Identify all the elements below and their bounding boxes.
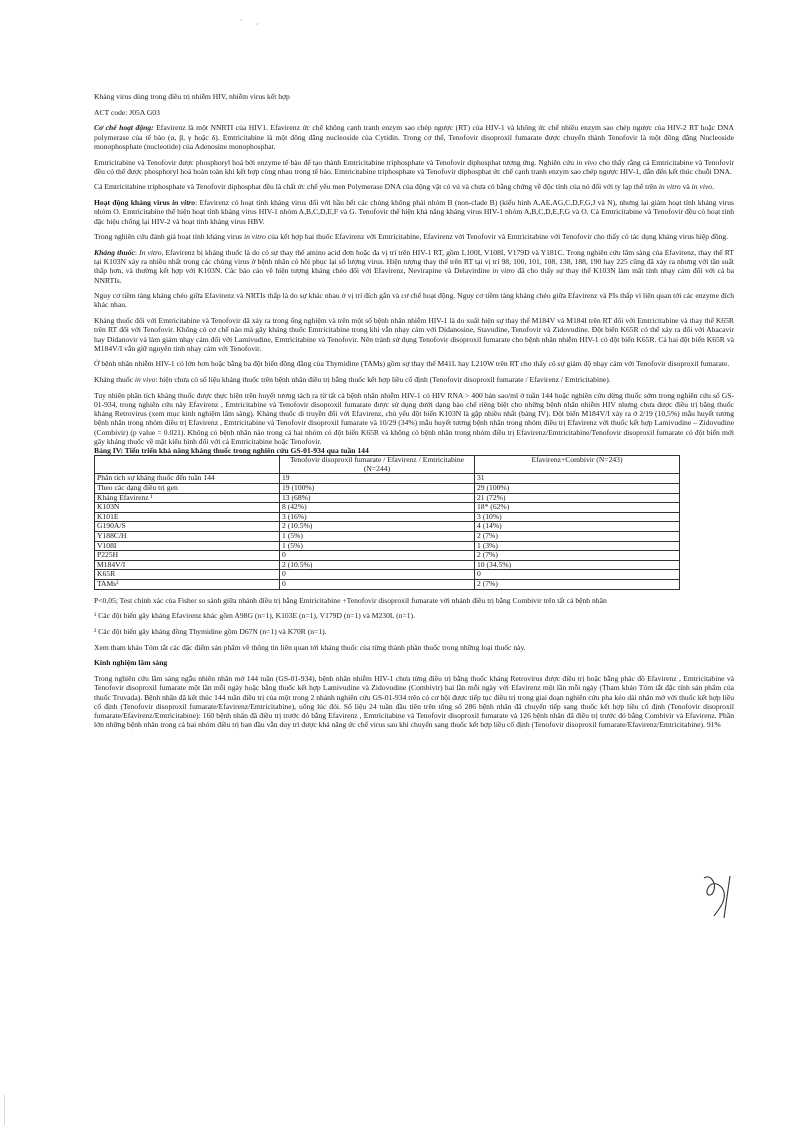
col2-value-cell: 31 [475, 474, 680, 484]
table-row [95, 570, 680, 580]
row-label-cell: K101E [95, 512, 280, 522]
emtricitabine-resistance-paragraph: Kháng thuốc đối với Emtricitabine và Tenofovir đã xảy ra trong ống nghiệm và trên một số bệnh nhân nhiễm HIV-1 là do xuất hiện sự thay thế M184V và M184I trên RT đối với Emtricitabine và thay thế K65R trên RT đối với Tenofovir. Không có cơ chế nào mà gây kháng thuốc Emtricitabine trong khi vẫn nhạy cảm với Didanosine, Stavudine, Tenofovir và Zidovudine. Đột biến K65R có thể xảy ra đối với Abacavir hay Didanovir và làm giảm nhạy cảm đối với Lamivudine, Emtricitabine và Tenofovir. Nên tránh sử dụng Tenofovir disoproxil fumarate cho bệnh nhân nhiễm HIV-1 có đột biến K65R. Cả hai đột biến K65R và M184V/I vẫn giữ nguyên tính nhạy cảm với Tenofovir. [94, 316, 734, 353]
polymerase-paragraph [94, 182, 734, 191]
row-label-cell: G190A/S [95, 522, 280, 532]
tams-paragraph: Ở bệnh nhân nhiễm HIV-1 có lớn hơn hoặc bằng ba đột biến đồng đẳng của Thymidine (TAMs) gồm sự thay thế M41L hay L210W trên RT cho thấy có sự giảm độ nhạy cảm với Tenofovir disoproxil fumarate. [94, 359, 730, 369]
col1-value-cell: 3 (16%) [280, 512, 475, 522]
col2-value-cell: 29 (100%) [475, 484, 680, 494]
mechanism-paragraph [94, 123, 734, 151]
table-header-col2: Efavirenz+Combivir (N=243) [475, 456, 680, 474]
footnote-1: ¹ Các đột biến gây kháng Efavirenz khác gồm A98G (n=1), K103E (n=1), V179D (n=1) và M230L (n=1). [94, 611, 415, 621]
row-label-cell: Kháng Efavirenz ¹ [95, 493, 280, 503]
col1-value-cell: 19 (100%) [280, 484, 475, 494]
row-label-cell: Theo các dạng điều trị gen [95, 484, 280, 494]
col1-value-cell: 1 (5%) [280, 541, 475, 551]
col1-value-cell: 2 (10.5%) [280, 560, 475, 570]
combo-text-a: Trong nghiên cứu đánh giá hoạt tính kháng virus [94, 232, 244, 242]
table-row [95, 474, 680, 484]
analysis-paragraph: Tuy nhiên phân tích kháng thuốc được thực hiện trên huyết tương tách ra từ tất cả bệnh nhân nhiễm HIV-1 có HIV RNA > 400 bản sao/ml ở tuần 144 hoặc nghiên cứu dừng thuốc sớm trong nghiên cứu số GS-01-934, trong nghiên cứu này Efavirenz , Emtricitabine và Tenofovir disoproxil fumarate được sử dụng dưới dạng bào chế riêng biệt cho những bệnh nhân nhiễm HIV nhưng chưa được điều trị bằng thuốc kháng Retrovirus (xem mục kinh nghiệm lâm sàng). Kháng thuốc di truyền đối với Efavirenz, chủ yếu đột biến K103N là gặp nhiều nhất (bảng IV). Đột biến M184V/I xảy ra ở 2/19 (10,5%) mẫu huyết tương bệnh nhân trong nhóm điều trị Efavirenz , Emtricitabine và Tenofovir disoproxil fumarate và 10/29 (34%) mẫu huyết tương bệnh nhân trong nhóm điều trị Efavirenz với thuốc kết hợp Lamivudine – Zidovudine (Combivir) (p value = 0.021). Không có bệnh nhân nào trong cả hai nhóm có đột biến K65R và không có bệnh nhân trong nhóm điều trị Efavirenz/Emtricitabine/Tenofovir disoproxil fumarate có đột biến mới gây kháng thuốc về mặt kiểu hình đối với cả Emtricitabine hoặc Tenofovir. [94, 390, 734, 446]
resistance-italic: In vitro, [139, 247, 164, 257]
resistance-italic-2: in vitro [492, 266, 515, 276]
invivo-italic: in vivo [134, 375, 156, 385]
col1-value-cell: 19 [280, 474, 475, 484]
table-row [95, 503, 680, 513]
clinical-heading-text: Kinh nghiệm lâm sàng [94, 658, 168, 668]
invivo-text-a: Kháng thuốc [94, 375, 135, 385]
row-label-cell: M184V/I [95, 560, 280, 570]
col1-value-cell: 13 (68%) [280, 493, 475, 503]
phosphoryl-paragraph [94, 158, 734, 176]
mechanism-label: Cơ chế hoạt động: [94, 123, 154, 133]
combo-text-b: của kết hợp hai thuốc Efavirenz với Emtricitabine, Efavirenz với Tenofovir và Emtricitabine với Tenofovir cho thấy có tác dụng kháng virus hiệp đồng. [265, 232, 729, 242]
invitro-activity-paragraph [94, 198, 734, 226]
resistance-text-2: đã cho thấy sự thay thế K103N làm mất tính nhạy cảm đối với cả ba NNRTIs. [94, 266, 734, 285]
combo-italic: in vitro [244, 232, 266, 242]
invivo-text-b: : hiện chưa có số liệu kháng thuốc trên bệnh nhân điều trị bằng thuốc kết hợp liều cố định (Tenofovir disoproxil fumarate / Efavirenz / Emtricitabine). [155, 375, 611, 385]
col2-value-cell: 2 (7%) [475, 551, 680, 561]
table-header-blank [95, 456, 280, 474]
document-title: Kháng virus dùng trong điều trị nhiễm HIV, nhiễm virus kết hợp [94, 92, 290, 101]
polymerase-italic: in vitro [658, 182, 681, 192]
see-more-note: Xem tham khảo Tóm tắt các đặc điểm sản phẩm về thông tin liên quan tới kháng thuốc của từng thành phần thuốc trong những loại thuốc này. [94, 642, 526, 652]
col2-value-cell: 2 (7%) [475, 532, 680, 542]
table-header-row [95, 456, 680, 474]
col2-value-cell: 0 [475, 570, 680, 580]
phosphoryl-text-b: cho thấy rằng cả Emtricitabine và Tenofovir đều có thể được phosphoryl hoá hoàn toàn khi kết hợp cùng nhau trong tế bào. Emtricitabine triphosphate và Tenofovir diphosphat ức chế cạnh tranh enzym sao chép ngược HIV-1, dẫn đến kết thúc chuỗi DNA. [94, 157, 735, 176]
resistance-table [94, 455, 680, 589]
row-label-cell: Y188C/H [95, 532, 280, 542]
polymerase-text-b: . [712, 182, 715, 192]
table-header-col1: Tenofovir disoproxil fumarate / Efavirenz / Emtricitabine (N=244) [280, 456, 475, 474]
col2-value-cell: 2 (7%) [475, 580, 680, 590]
invitro-text: : Efavirenz có hoạt tính kháng virus đối với hầu hết các chủng không phải nhóm B (non-clade B) (kiểu hình A,AE,AG,C,D,F,G,J và N), nhưng lại giảm hoạt tính kháng virus nhóm O. Emtricitabine thể hiện hoạt tính kháng virus HIV-1 nhóm A,B,C,D,E,F và G. Tenofovir thể hiện khả năng kháng virus HIV-1 nhóm A,B,C,D,E,F,G và O. Cả Emtricitabine và Tenofovir đều có hoạt tính đặc hiệu chống lại HIV-2 và hoạt tính kháng virus HBV. [94, 198, 734, 226]
table-title: Bảng IV: Tiến triển khả năng kháng thuốc trong nghiên cứu GS-01-934 qua tuần 144 [94, 446, 369, 456]
col2-value-cell: 1 (3%) [475, 541, 680, 551]
polymerase-text-a: Cả Emtricitabine triphosphate và Tenofovir diphosphat đều là chất ức chế yếu men Polymerase DNA của động vật có vú và chưa có bằng chứng về độc tính của nó đối với ty lạp thể trên [94, 182, 659, 192]
row-label-cell: P225H [95, 551, 280, 561]
col1-value-cell: 1 (5%) [280, 532, 475, 542]
table-row [95, 532, 680, 542]
polymerase-mid: và [680, 182, 692, 192]
clinical-paragraph: Trong nghiên cứu lâm sàng ngẫu nhiên nhãn mở 144 tuần (GS-01-934), bệnh nhân nhiễm HIV-1 chưa từng điều trị bằng thuốc kháng Retrovirus được điều trị hoặc bằng phác đồ Efavirenz , Emtricitabine và Tenofovir disoproxil fumarate một lần mỗi ngày hoặc bằng thuốc kết hợp Lamivudine và Zidovudine (Combivir) hai lần mỗi ngày với Efavirenz một lần mỗi ngày (Tham khảo Tóm tắt đặc tính sản phẩm của thuốc Truvada). Bệnh nhân đã kết thúc 144 tuần điều trị của một trong 2 nhánh nghiên cứu GS-01-934 trên có cơ hội được tiếp tục điều trị trong giai đoạn nghiên cứu pha kéo dài nhãn mở với thuốc kết hợp liều cố định (Tenofovir disoproxil fumarate/Efavirenz/Emtricitabine), uống lúc đói. Số liệu 24 tuần đầu tiên trên tổng số 286 bệnh nhân đã chuyển tiếp sang thuốc kết hợp liều cố định (Tenofovir disoproxil fumarate/Efavirenz/Emtricitabine): 160 bệnh nhân đã điều trị trước đó bằng Efavirenz , Emtricitabine và Tenofovir disoproxil fumarate và 126 bệnh nhân đã điều trị trước đó bằng Combivir và Efavirenz. Phần lớn những bệnh nhân trong cả hai nhóm điều trị ban đầu vẫn duy trì được khả năng ức chế virus sau khi chuyển sang thuốc kết hợp liều cố định (Tenofovir disoproxil fumarate/Efavirenz/Emtricitabine). 91% [94, 674, 734, 730]
col1-value-cell: 0 [280, 551, 475, 561]
table-row [95, 522, 680, 532]
invivo-paragraph [94, 375, 734, 384]
scan-fold-mark [4, 1095, 11, 1125]
mechanism-text: Efavirenz là một NNRTI của HIV1. Efavirenz ức chế không cạnh tranh enzym sao chép ngược (RT) của HIV-1 và không ức chế nhiều enzym sao chép ngược của HIV-2 RT hoặc DNA polymerase của tế bào (α, β, γ hoặc δ). Emtricitabine là một đồng đẳng nucleoside của Cytidin. Trong cơ thể, Tenofovir disoproxil fumarate được chuyển thành Tenofovir là một đồng đẳng Nucleoside monophosphate (nucleotide) của Adenosine monophosphat. [94, 123, 734, 151]
handwritten-signature [700, 872, 744, 922]
table-row [95, 484, 680, 494]
table-row [95, 551, 680, 561]
combination-paragraph [94, 232, 734, 241]
footnote-2: ² Các đột biến gây kháng đồng Thymidine gồm D67N (n=1) và K70R (n=1). [94, 627, 327, 637]
col1-value-cell: 0 [280, 570, 475, 580]
phosphoryl-text-a: Emtricitabine và Tenofovir được phosphoryl hoá bởi enzyme tế bào để tạo thành Emtricitabine triphosphate và Tenofovir diphosphat tương ứng. Nghiên cứu [94, 157, 577, 167]
document-body [94, 92, 734, 736]
resistance-colon: : [134, 247, 140, 257]
table-row [95, 541, 680, 551]
invitro-label-italic: in vitro [172, 198, 196, 208]
resistance-label: Kháng thuốc [94, 247, 135, 257]
row-label-cell: K65R [95, 570, 280, 580]
table-row [95, 560, 680, 570]
clinical-heading [94, 658, 734, 667]
col2-value-cell: 3 (10%) [475, 512, 680, 522]
invitro-label: Hoạt động kháng virus [94, 198, 173, 208]
col2-value-cell: 4 (14%) [475, 522, 680, 532]
row-label-cell: Phân tích sự kháng thuốc đến tuần 144 [95, 474, 280, 484]
resistance-text: Efavirenz bị kháng thuốc là do có sự thay thế amino acid đơn hoặc đa vị trí trên HIV-1 RT, gồm L100I, V108I, V179D và Y181C. Trong nghiên cứu lâm sàng của Efavirenz, thay thế RT tại K103N xảy ra nhiều nhất trong các chủng virus ở bệnh nhân có hồi phục lại số lượng virus. Hiện tượng thay thế trên RT tại vị trí 98, 100, 101, 108, 138, 188, 190 hay 225 cũng đã xảy ra nhưng với tần suất thấp hơn, và thường kết hợp với K103N. Các báo cáo về hiện tượng kháng chéo đối với Efavirenz, Nevirapine và Delavirdine [94, 247, 734, 276]
col1-value-cell: 8 (42%) [280, 503, 475, 513]
row-label-cell: K103N [95, 503, 280, 513]
col2-value-cell: 21 (72%) [475, 493, 680, 503]
phosphoryl-italic: in vivo [576, 157, 597, 167]
row-label-cell: TAMs² [95, 580, 280, 590]
col1-value-cell: 0 [280, 580, 475, 590]
table-body [95, 474, 680, 589]
col2-value-cell: 10 (34.5%) [475, 560, 680, 570]
row-label-cell: V108I [95, 541, 280, 551]
table-row [95, 493, 680, 503]
polymerase-italic-2: in vivo [691, 182, 713, 192]
resistance-paragraph [94, 248, 734, 285]
col1-value-cell: 2 (10.5%) [280, 522, 475, 532]
scan-mark: ' , [240, 18, 265, 26]
col2-value-cell: 18* (62%) [475, 503, 680, 513]
atc-code: ACT code: J05A G03 [94, 107, 160, 117]
cross-resistance-paragraph: Nguy cơ tiềm tàng kháng chéo giữa Efavirenz và NRTIs thấp là do sự khác nhau ở vị trí đích gắn và cơ chế hoạt động. Nguy cơ tiềm tàng kháng chéo giữa Efavirenz và PIs thấp vì liên quan tới các enzyme đích khác nhau. [94, 291, 734, 310]
table-row [95, 580, 680, 590]
table-row [95, 512, 680, 522]
p-value-note: P<0,05; Test chính xác của Fisher so sánh giữa nhánh điều trị bằng Emtricitabine +Tenofovir disoproxil fumarate với nhánh điều trị bằng Combivir trên tất cả bệnh nhân [94, 595, 607, 605]
